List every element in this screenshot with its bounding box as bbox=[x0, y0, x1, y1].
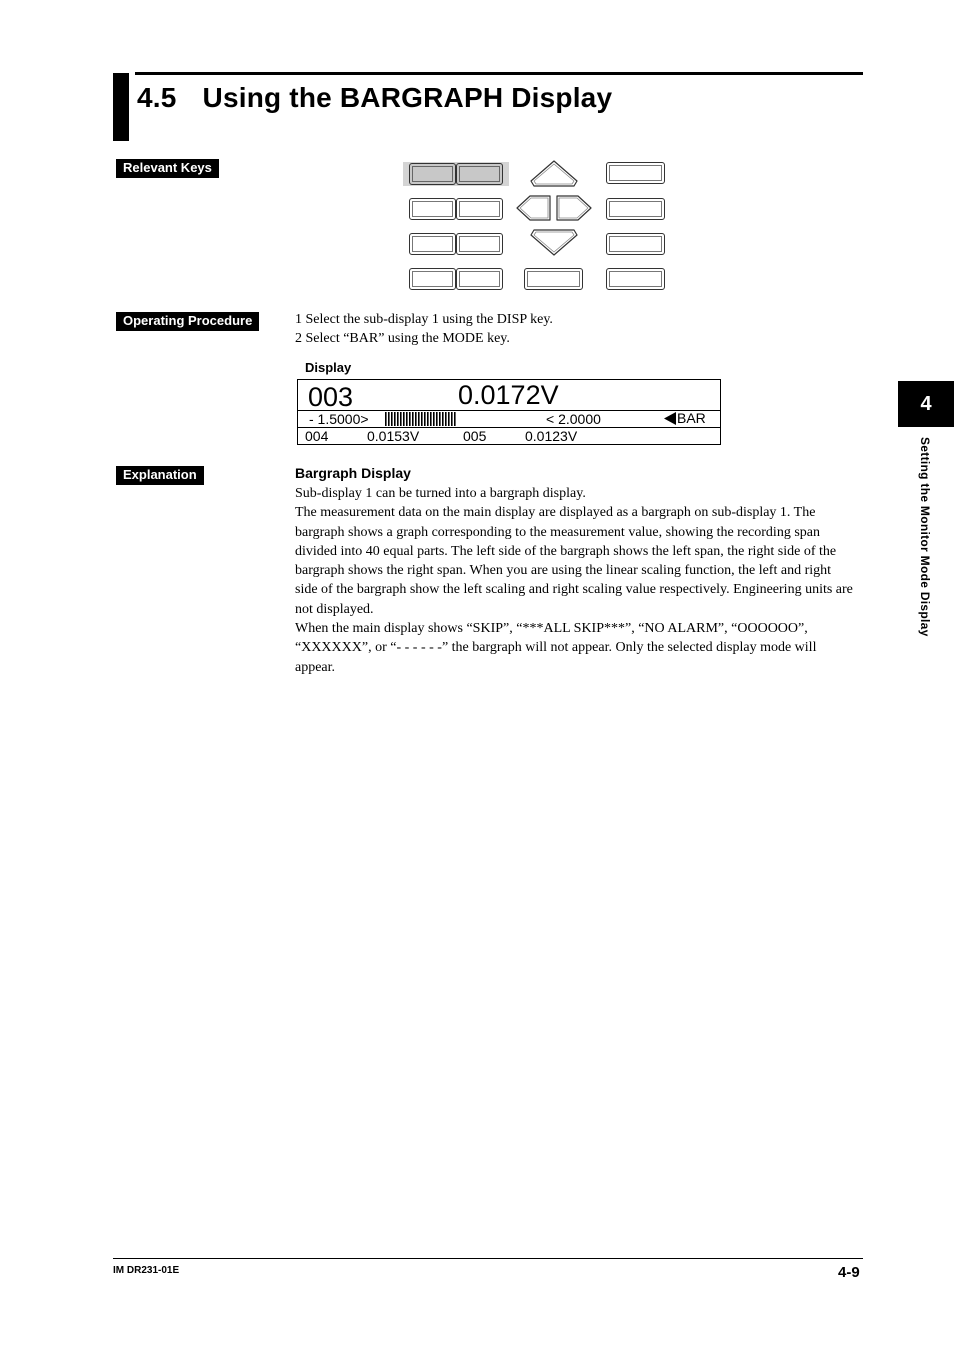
title-marker bbox=[113, 73, 129, 141]
page-title bbox=[137, 82, 612, 114]
bargraph-segments bbox=[385, 412, 457, 426]
bargraph-segment bbox=[436, 412, 438, 426]
key-right-col-4 bbox=[606, 268, 665, 290]
bargraph-segment bbox=[418, 412, 420, 426]
triangle-left-icon bbox=[664, 412, 677, 425]
bar-left-span: - 1.5000> bbox=[309, 411, 369, 427]
bargraph-segment bbox=[388, 412, 390, 426]
bargraph-segment bbox=[430, 412, 432, 426]
key-r3-right bbox=[456, 233, 503, 255]
bar-mode: BAR bbox=[677, 410, 706, 426]
key-r4-left bbox=[409, 268, 456, 290]
lcd-divider-2 bbox=[297, 427, 721, 428]
bargraph-segment bbox=[448, 412, 450, 426]
bargraph-segment bbox=[394, 412, 396, 426]
bargraph-segment bbox=[409, 412, 411, 426]
key-r2-left bbox=[409, 198, 456, 220]
main-channel: 003 bbox=[308, 382, 354, 412]
highlighted-key-left bbox=[409, 163, 456, 185]
bargraph-segment bbox=[454, 412, 456, 426]
bargraph-segment bbox=[424, 412, 426, 426]
bargraph-segment bbox=[442, 412, 444, 426]
key-r3-left bbox=[409, 233, 456, 255]
bargraph-segment bbox=[439, 412, 441, 426]
manual-id: IM DR231-01E bbox=[113, 1265, 180, 1276]
bargraph-segment bbox=[406, 412, 408, 426]
title-rule bbox=[135, 72, 863, 75]
bargraph-segment bbox=[400, 412, 402, 426]
step-1: 1 Select the sub-display 1 using the DISP key. bbox=[295, 312, 553, 327]
section-title: Using the BARGRAPH Display bbox=[202, 82, 613, 113]
bar-right-span: < 2.0000 bbox=[546, 411, 601, 427]
section-number: 4.5 bbox=[137, 82, 177, 113]
explanation-paragraph: Sub-display 1 can be turned into a bargraph display. bbox=[295, 486, 586, 501]
down-arrow-icon bbox=[531, 230, 577, 255]
page-number: 4-9 bbox=[838, 1264, 860, 1281]
sub-channel-2: 005 bbox=[463, 428, 487, 444]
bargraph-segment bbox=[403, 412, 405, 426]
explanation-paragraph: The measurement data on the main display are displayed as a bargraph on sub-display 1. The bargraph shows a graph corresponding to the measurement value, showing the recording span divided into 40 equal parts. The left side of the bargraph shows the left span, the right side of the bargraph shows the right span. When you are using the linear scaling function, the left and right side of the bargraph show the left scaling and right scaling value respectively. Engineering units are not displayed. bbox=[295, 505, 853, 617]
step-2: 2 Select “BAR” using the MODE key. bbox=[295, 331, 510, 346]
sub-channel-1: 004 bbox=[305, 428, 329, 444]
explanation-body bbox=[295, 484, 857, 677]
bargraph-segment bbox=[427, 412, 429, 426]
bargraph-segment bbox=[445, 412, 447, 426]
chapter-tab bbox=[898, 381, 954, 427]
bargraph-segment bbox=[415, 412, 417, 426]
bargraph-segment bbox=[421, 412, 423, 426]
chapter-title: Setting the Monitor Mode Display bbox=[918, 437, 932, 637]
bargraph-segment bbox=[433, 412, 435, 426]
up-arrow-icon bbox=[531, 161, 577, 186]
key-right-col-2 bbox=[606, 198, 665, 220]
chapter-number: 4 bbox=[920, 392, 932, 415]
bargraph bbox=[385, 412, 457, 426]
bargraph-segment bbox=[385, 412, 387, 426]
main-value: 0.0172V bbox=[458, 380, 559, 410]
bargraph-segment bbox=[412, 412, 414, 426]
bargraph-segment bbox=[397, 412, 399, 426]
key-r4-right bbox=[456, 268, 503, 290]
sub-value-2: 0.0123V bbox=[525, 428, 578, 444]
explanation-paragraph: When the main display shows “SKIP”, “***ALL SKIP***”, “NO ALARM”, “OOOOOO”, “XXXXXX”, or “- - - - - -” the bargraph will not appear. Only the selected display mode will appear. bbox=[295, 621, 817, 675]
right-arrow-icon bbox=[557, 196, 591, 220]
sub-value-1: 0.0153V bbox=[367, 428, 420, 444]
display-label: Display bbox=[305, 360, 352, 375]
bargraph-segment bbox=[391, 412, 393, 426]
key-right-col-1 bbox=[606, 162, 665, 184]
bargraph-segment bbox=[451, 412, 453, 426]
operating-procedure-label: Operating Procedure bbox=[116, 312, 259, 331]
explanation-heading: Bargraph Display bbox=[295, 465, 411, 481]
relevant-keys-label: Relevant Keys bbox=[116, 159, 219, 178]
highlighted-key-right bbox=[456, 163, 503, 185]
explanation-label: Explanation bbox=[116, 466, 204, 485]
key-right-col-3 bbox=[606, 233, 665, 255]
left-arrow-icon bbox=[517, 196, 550, 220]
footer-rule bbox=[113, 1258, 863, 1259]
arrow-keys bbox=[510, 156, 600, 262]
key-r4-center bbox=[524, 268, 583, 290]
key-r2-right bbox=[456, 198, 503, 220]
